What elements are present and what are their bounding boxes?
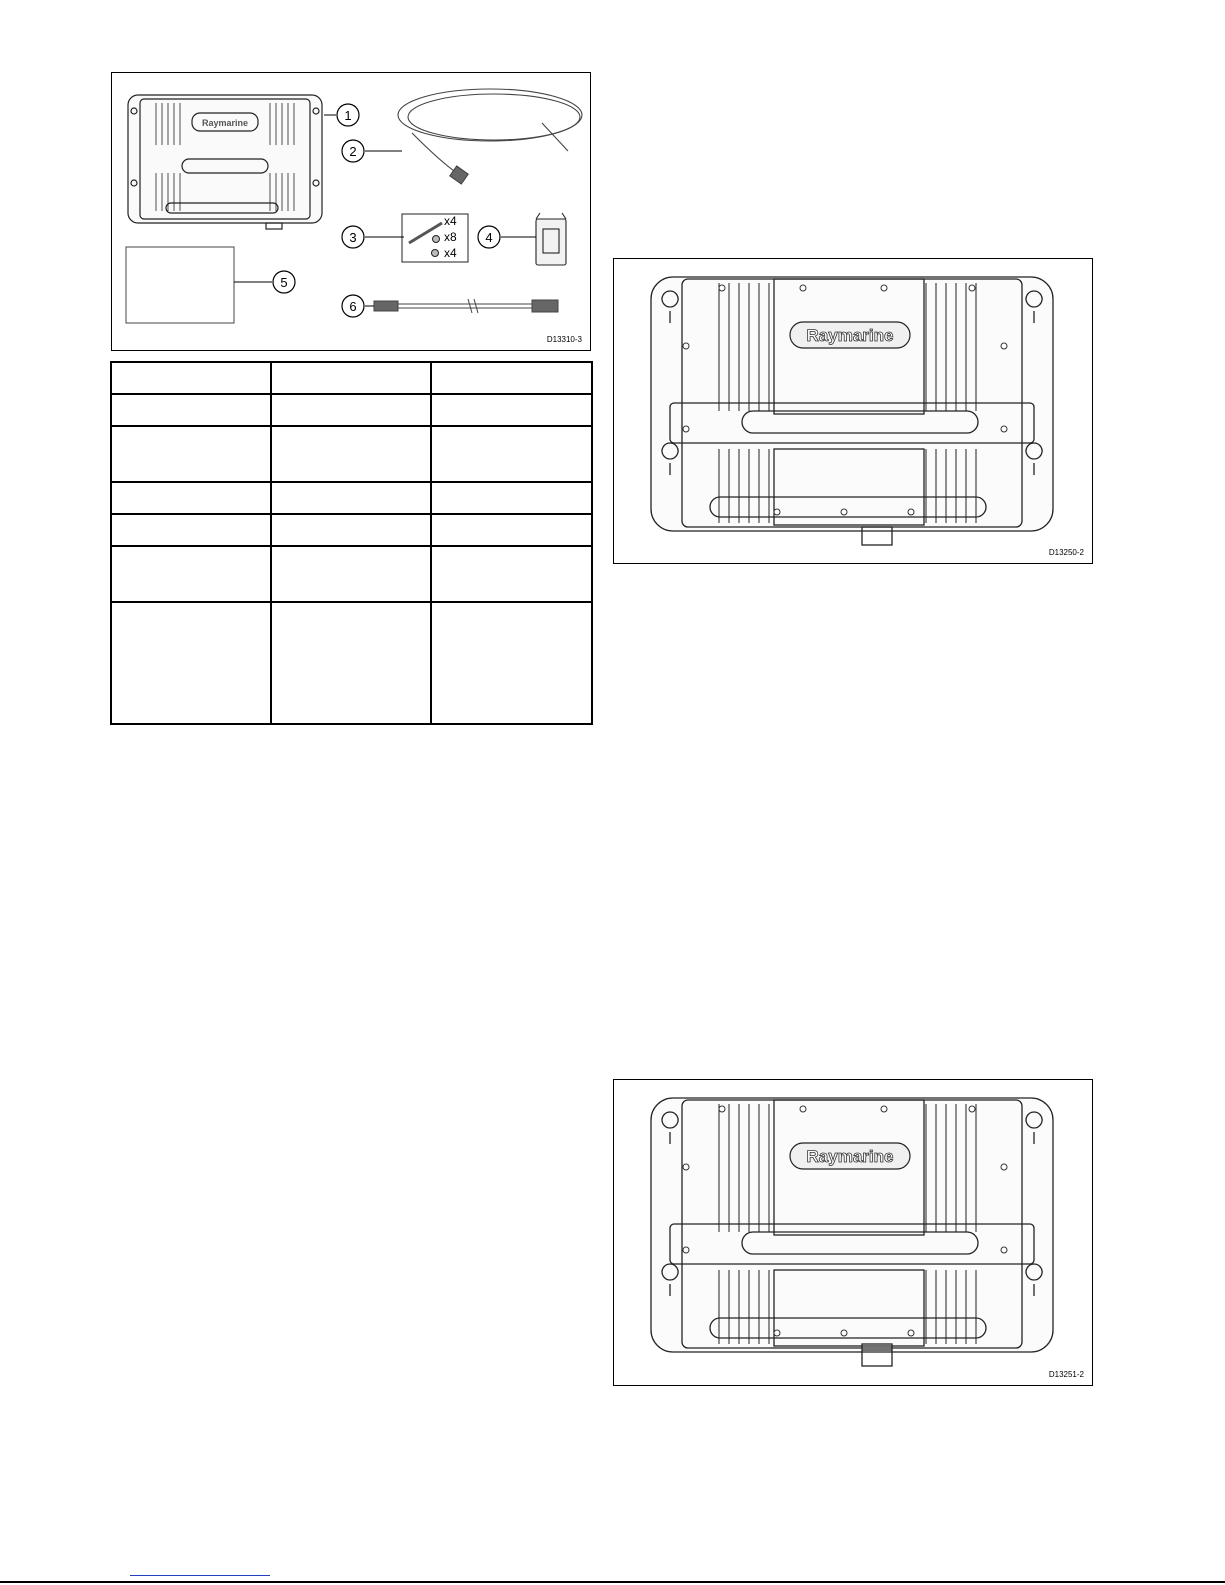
table-cell xyxy=(271,482,431,514)
documentation-pack xyxy=(126,247,234,323)
quantity-washers: x8 xyxy=(444,230,457,244)
table-cell xyxy=(271,514,431,546)
quantity-screws: x4 xyxy=(444,214,457,228)
table-cell xyxy=(431,514,592,546)
footer-rule xyxy=(0,1581,1225,1583)
callout-4-label: 4 xyxy=(485,230,493,245)
table-cell xyxy=(431,482,592,514)
table-cell xyxy=(271,362,431,394)
callout-5-label: 5 xyxy=(280,275,288,290)
table-cell xyxy=(111,514,271,546)
table-cell xyxy=(111,602,271,724)
quantity-nuts: x4 xyxy=(444,246,457,260)
callout-2-label: 2 xyxy=(349,144,357,159)
figure-code: D13250-2 xyxy=(1048,548,1084,557)
transducer-cable xyxy=(398,89,582,184)
extension-cable xyxy=(374,299,558,313)
table-cell xyxy=(431,602,592,724)
callout-1-label: 1 xyxy=(344,108,352,123)
table-cell xyxy=(431,362,592,394)
table-row xyxy=(111,362,592,394)
table-row xyxy=(111,482,592,514)
table-cell xyxy=(111,394,271,426)
parts-illustration xyxy=(112,73,590,350)
inline-connector xyxy=(536,213,566,265)
table-row xyxy=(111,394,592,426)
table-cell xyxy=(431,546,592,602)
table-cell xyxy=(111,426,271,482)
raymarine-logo: Raymarine xyxy=(806,1147,894,1166)
parts-supplied-figure xyxy=(111,72,591,351)
table-row xyxy=(111,602,592,724)
table-row xyxy=(111,426,592,482)
raymarine-logo-small: Raymarine xyxy=(201,118,249,128)
figure-code: D13251-2 xyxy=(1048,1370,1084,1379)
table-cell xyxy=(271,394,431,426)
table-cell xyxy=(111,362,271,394)
raymarine-logo: Raymarine xyxy=(806,326,894,345)
parts-table xyxy=(110,361,593,725)
unit-view-figure-b xyxy=(613,1079,1093,1386)
table-cell xyxy=(111,482,271,514)
sounder-module-small xyxy=(128,95,322,229)
unit-illustration xyxy=(614,1080,1092,1385)
callout-3-label: 3 xyxy=(349,230,357,245)
callout-6-label: 6 xyxy=(349,299,357,314)
table-row xyxy=(111,514,592,546)
table-cell xyxy=(111,546,271,602)
table-cell xyxy=(431,394,592,426)
unit-illustration xyxy=(614,259,1092,563)
figure-code: D13310-3 xyxy=(546,335,582,344)
fixings-pack xyxy=(402,214,468,262)
table-cell xyxy=(271,546,431,602)
footer-link-underline[interactable] xyxy=(130,1575,270,1576)
table-cell xyxy=(271,602,431,724)
unit-view-figure-a xyxy=(613,258,1093,564)
table-cell xyxy=(271,426,431,482)
table-row xyxy=(111,546,592,602)
table-cell xyxy=(431,426,592,482)
